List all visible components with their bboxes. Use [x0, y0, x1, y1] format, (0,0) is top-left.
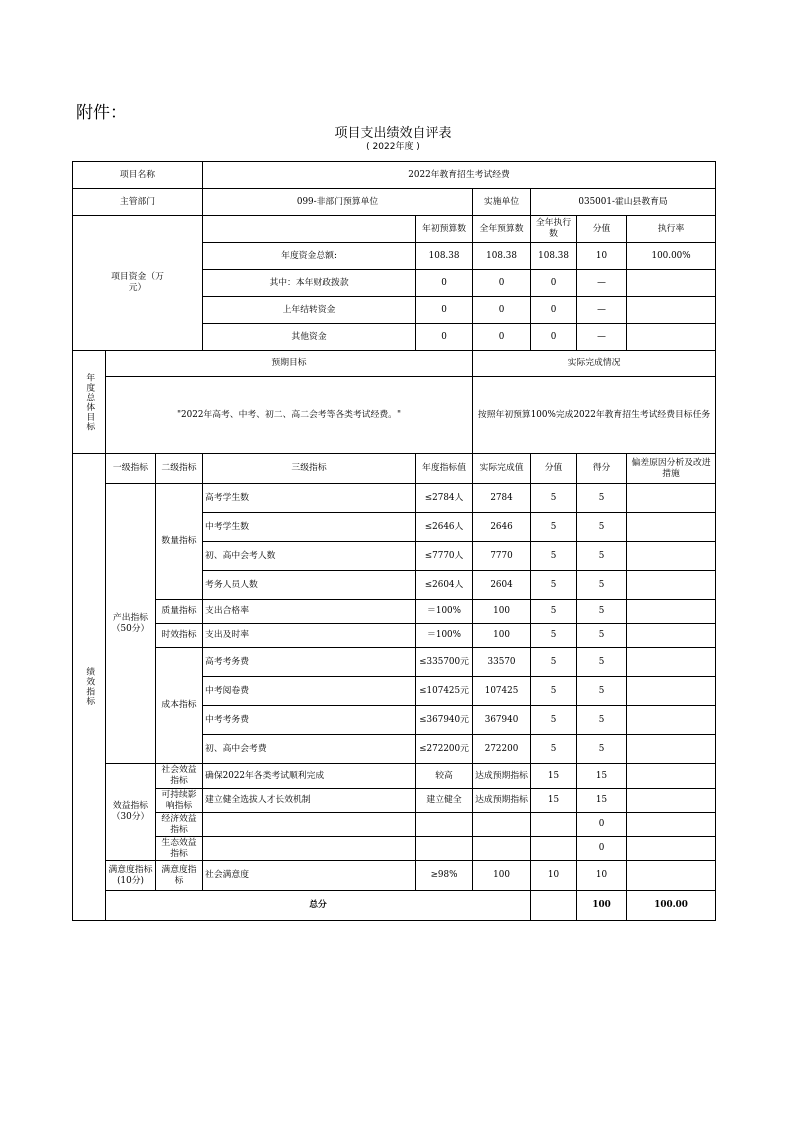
- year-subtitle: ( 2022年度 ): [366, 142, 420, 152]
- indicator-reason: [627, 837, 716, 861]
- indicator-actual: 2646: [473, 513, 531, 542]
- indicator-score: 5: [531, 513, 577, 542]
- output-indicator-label: 产出指标（50分）: [106, 484, 156, 764]
- funds-header: 执行率: [627, 216, 716, 243]
- indicator-name: 考务人员人数: [203, 571, 416, 600]
- indicator-reason: [627, 542, 716, 571]
- indicator-got: 10: [577, 861, 627, 891]
- indicator-got: 0: [577, 813, 627, 837]
- indicator-name: 支出及时率: [203, 624, 416, 648]
- indicator-actual: 107425: [473, 677, 531, 706]
- quantity-indicator-label: 数量指标: [156, 484, 203, 600]
- indicator-name: [203, 813, 416, 837]
- funds-header: 年初预算数: [416, 216, 473, 243]
- indicator-reason: [627, 484, 716, 513]
- indicator-score: [531, 837, 577, 861]
- project-name-value: 2022年教育招生考试经费: [203, 162, 716, 189]
- funds-row-label: 上年结转资金: [203, 297, 416, 324]
- indicator-target: ＝100%: [416, 600, 473, 624]
- satisfaction-sub-label: 满意度指标: [156, 861, 203, 891]
- funds-header-blank: [203, 216, 416, 243]
- indicator-actual: 100: [473, 861, 531, 891]
- indicator-target: ≤335700元: [416, 648, 473, 677]
- annual-goal-label-text: 年度总体目标: [84, 372, 95, 432]
- indicator-name: 中考学生数: [203, 513, 416, 542]
- benefit-sub-label: 生态效益指标: [156, 837, 203, 861]
- indicator-reason: [627, 813, 716, 837]
- indicator-actual: [473, 813, 531, 837]
- perf-indicator-label: [73, 454, 106, 921]
- indicator-score: 5: [531, 706, 577, 735]
- perf-header: 二级指标: [156, 454, 203, 484]
- indicator-actual: 2784: [473, 484, 531, 513]
- indicator-score: 5: [531, 484, 577, 513]
- indicator-actual: [473, 837, 531, 861]
- indicator-got: 5: [577, 677, 627, 706]
- perf-header: 分值: [531, 454, 577, 484]
- indicator-score: 5: [531, 677, 577, 706]
- indicator-target: ≤2646人: [416, 513, 473, 542]
- total-blank: [531, 891, 577, 921]
- funds-cell: [627, 297, 716, 324]
- indicator-target: ＝100%: [416, 624, 473, 648]
- funds-cell: —: [577, 270, 627, 297]
- funds-cell: 0: [416, 324, 473, 351]
- indicator-reason: [627, 600, 716, 624]
- dept-label: 主管部门: [73, 189, 203, 216]
- quality-indicator-label: 质量指标: [156, 600, 203, 624]
- indicator-target: ≤107425元: [416, 677, 473, 706]
- indicator-score: 5: [531, 624, 577, 648]
- funds-header: 分值: [577, 216, 627, 243]
- indicator-got: 5: [577, 648, 627, 677]
- indicator-actual: 7770: [473, 542, 531, 571]
- indicator-score: 5: [531, 600, 577, 624]
- indicator-name: 确保2022年各类考试顺利完成: [203, 764, 416, 789]
- funds-cell: 0: [416, 297, 473, 324]
- indicator-got: 5: [577, 571, 627, 600]
- funds-header: 全年执行数: [531, 216, 577, 243]
- funds-cell: 0: [473, 297, 531, 324]
- perf-header: 偏差原因分析及改进措施: [627, 454, 716, 484]
- indicator-reason: [627, 706, 716, 735]
- perf-header: 一级指标: [106, 454, 156, 484]
- indicator-actual: 达成预期指标: [473, 764, 531, 789]
- indicator-target: ≤272200元: [416, 735, 473, 764]
- indicator-target: [416, 813, 473, 837]
- benefit-indicator-label: 效益指标（30分）: [106, 764, 156, 861]
- page-title: 项目支出绩效自评表: [334, 126, 452, 141]
- indicator-reason: [627, 571, 716, 600]
- indicator-target: ≤7770人: [416, 542, 473, 571]
- indicator-score: 15: [531, 789, 577, 813]
- indicator-score: 15: [531, 764, 577, 789]
- benefit-sub-label: 可持续影响指标: [156, 789, 203, 813]
- actual-goal-header: 实际完成情况: [473, 351, 716, 377]
- indicator-reason: [627, 789, 716, 813]
- annual-goal-label: [73, 351, 106, 454]
- funds-cell: [627, 270, 716, 297]
- indicator-name: 初、高中会考人数: [203, 542, 416, 571]
- indicator-score: 5: [531, 735, 577, 764]
- funds-cell: 0: [473, 270, 531, 297]
- indicator-got: 5: [577, 735, 627, 764]
- indicator-name: [203, 837, 416, 861]
- funds-cell: —: [577, 297, 627, 324]
- perf-header: 实际完成值: [473, 454, 531, 484]
- funds-row-label: 年度资金总额:: [203, 243, 416, 270]
- indicator-actual: 33570: [473, 648, 531, 677]
- funds-cell: —: [577, 324, 627, 351]
- impl-unit-value: 035001-霍山县教育局: [531, 189, 716, 216]
- indicator-name: 支出合格率: [203, 600, 416, 624]
- benefit-sub-label: 经济效益指标: [156, 813, 203, 837]
- perf-indicator-label-text: 绩效指标: [84, 667, 95, 707]
- indicator-target: ≤367940元: [416, 706, 473, 735]
- perf-header: 年度指标值: [416, 454, 473, 484]
- indicator-reason: [627, 735, 716, 764]
- indicator-target: 较高: [416, 764, 473, 789]
- indicator-actual: 2604: [473, 571, 531, 600]
- total-got: 100.00: [627, 891, 716, 921]
- indicator-reason: [627, 677, 716, 706]
- indicator-got: 5: [577, 542, 627, 571]
- indicator-reason: [627, 861, 716, 891]
- funds-cell: 10: [577, 243, 627, 270]
- total-label: 总分: [106, 891, 531, 921]
- indicator-got: 0: [577, 837, 627, 861]
- indicator-target: ≤2784人: [416, 484, 473, 513]
- expected-goal-header: 预期目标: [106, 351, 473, 377]
- indicator-name: 建立健全选拔人才长效机制: [203, 789, 416, 813]
- indicator-target: ≥98%: [416, 861, 473, 891]
- actual-goal-text: 按照年初预算100%完成2022年教育招生考试经费目标任务: [473, 377, 716, 454]
- funds-cell: [627, 324, 716, 351]
- indicator-name: 高考考务费: [203, 648, 416, 677]
- funds-label-text: 项目资金（万元）: [111, 272, 164, 293]
- indicator-actual: 100: [473, 624, 531, 648]
- indicator-got: 15: [577, 764, 627, 789]
- indicator-target: 建立健全: [416, 789, 473, 813]
- funds-cell: 108.38: [473, 243, 531, 270]
- indicator-got: 5: [577, 484, 627, 513]
- indicator-actual: 272200: [473, 735, 531, 764]
- indicator-target: ≤2604人: [416, 571, 473, 600]
- funds-cell: 108.38: [531, 243, 577, 270]
- indicator-reason: [627, 764, 716, 789]
- indicator-actual: 367940: [473, 706, 531, 735]
- indicator-got: 15: [577, 789, 627, 813]
- funds-row-label: 其中：本年财政拨款: [203, 270, 416, 297]
- total-score: 100: [577, 891, 627, 921]
- indicator-name: 社会满意度: [203, 861, 416, 891]
- indicator-reason: [627, 648, 716, 677]
- indicator-name: 高考学生数: [203, 484, 416, 513]
- satisfaction-indicator-label: 满意度指标(10分): [106, 861, 156, 891]
- cost-indicator-label: 成本指标: [156, 648, 203, 764]
- indicator-got: 5: [577, 624, 627, 648]
- indicator-actual: 100: [473, 600, 531, 624]
- indicator-actual: 达成预期指标: [473, 789, 531, 813]
- indicator-got: 5: [577, 706, 627, 735]
- indicator-reason: [627, 624, 716, 648]
- indicator-score: 5: [531, 571, 577, 600]
- indicator-target: [416, 837, 473, 861]
- funds-label: [73, 216, 203, 351]
- expected-goal-text: "2022年高考、中考、初二、高二会考等各类考试经费。": [106, 377, 473, 454]
- funds-cell: 0: [531, 324, 577, 351]
- indicator-name: 中考阅卷费: [203, 677, 416, 706]
- indicator-name: 初、高中会考费: [203, 735, 416, 764]
- indicator-score: 10: [531, 861, 577, 891]
- funds-row-label: 其他资金: [203, 324, 416, 351]
- funds-cell: 0: [473, 324, 531, 351]
- indicator-score: [531, 813, 577, 837]
- attachment-label: 附件：: [76, 103, 127, 123]
- funds-cell: 0: [416, 270, 473, 297]
- impl-unit-label: 实施单位: [473, 189, 531, 216]
- indicator-got: 5: [577, 513, 627, 542]
- perf-header: 三级指标: [203, 454, 416, 484]
- funds-cell: 108.38: [416, 243, 473, 270]
- benefit-sub-label: 社会效益指标: [156, 764, 203, 789]
- self-evaluation-table: [72, 161, 716, 921]
- timely-indicator-label: 时效指标: [156, 624, 203, 648]
- funds-cell: 100.00%: [627, 243, 716, 270]
- funds-cell: 0: [531, 297, 577, 324]
- project-name-label: 项目名称: [73, 162, 203, 189]
- dept-value: 099-非部门预算单位: [203, 189, 473, 216]
- indicator-score: 5: [531, 542, 577, 571]
- indicator-got: 5: [577, 600, 627, 624]
- indicator-score: 5: [531, 648, 577, 677]
- funds-cell: 0: [531, 270, 577, 297]
- funds-header: 全年预算数: [473, 216, 531, 243]
- perf-header: 得分: [577, 454, 627, 484]
- indicator-reason: [627, 513, 716, 542]
- indicator-name: 中考考务费: [203, 706, 416, 735]
